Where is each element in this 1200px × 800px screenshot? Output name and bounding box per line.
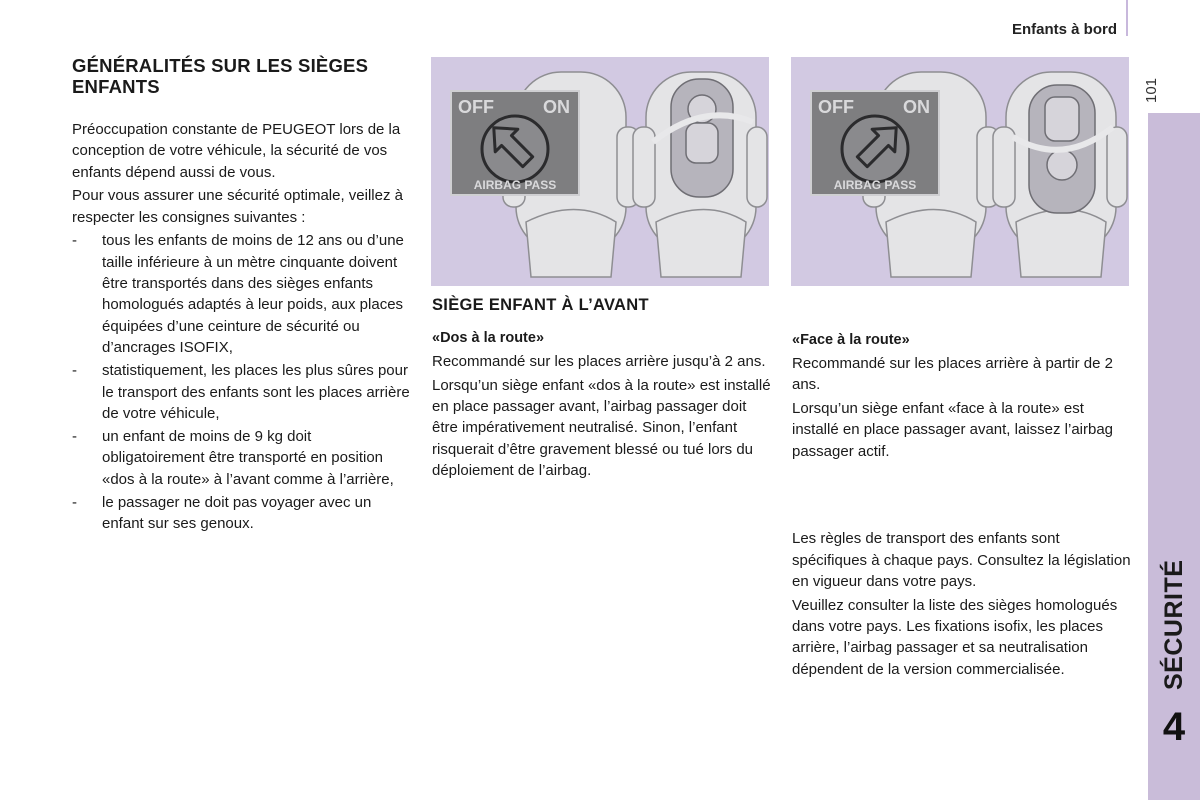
safety-rules-list: [72, 230, 417, 534]
forward-facing-title: «Face à la route»: [792, 332, 910, 348]
on-label: ON: [903, 97, 930, 117]
forward-facing-illustration: [791, 57, 1129, 286]
chapter-side-tab: [1148, 113, 1200, 800]
off-label: OFF: [458, 97, 494, 117]
airbag-pass-label: AIRBAG PASS: [833, 178, 917, 192]
homologation-note: Veuillez consulter la liste des sièges homologués dans votre pays. Les fixations isofix, les places arrière, l’airbag passager et sa neutralisation dépendent de la version commercialisée.: [792, 596, 1118, 678]
intro-paragraph: Préoccupation constante de PEUGEOT lors de la conception de votre véhicule, la sécurité de vos enfants dépend aussi de vous.: [72, 121, 401, 181]
chapter-title: SÉCURITÉ: [1160, 559, 1188, 691]
forward-facing-instruction: Lorsqu’un siège enfant «face à la route» est installé en place passager avant, laissez l’airbag passager actif.: [792, 400, 1114, 460]
general-section: [72, 55, 417, 537]
list-item: - le passager ne doit pas voyager avec un enfant sur ses genoux.: [72, 494, 372, 533]
airbag-switch-panel: [811, 91, 939, 195]
airbag-switch-panel: [451, 91, 579, 195]
rear-facing-warning: Lorsqu’un siège enfant «dos à la route» est installé en place passager avant, l’airbag passager doit être impérativement neutralisé. Sinon, l’enfant risquerait d’être gravement blessé ou tué lors du déploiement de l’airbag.: [432, 376, 771, 479]
front-seat-section: [432, 295, 772, 484]
section-title: GÉNÉRALITÉS SUR LES SIÈGES ENFANTS: [72, 55, 369, 97]
bullet-dash: -: [72, 428, 77, 446]
country-rules-note: Les règles de transport des enfants sont spécifiques à chaque pays. Consultez la législation en vigueur dans votre pays.: [792, 530, 1131, 591]
rear-facing-recommendation: Recommandé sur les places arrière jusqu’à 2 ans.: [432, 353, 766, 370]
bullet-dash: -: [72, 232, 77, 250]
chapter-number: 4: [1162, 705, 1186, 749]
forward-facing-section: [792, 330, 1132, 683]
rear-facing-seat-drawing: [431, 57, 769, 286]
front-seat-title: SIÈGE ENFANT À L’AVANT: [432, 296, 649, 314]
forward-facing-recommendation: Recommandé sur les places arrière à partir de 2 ans.: [792, 355, 1113, 394]
running-header: Enfants à bord: [1011, 21, 1117, 38]
rear-facing-illustration: [431, 57, 769, 286]
bullet-dash: -: [72, 494, 77, 512]
list-item: - tous les enfants de moins de 12 ans ou d’une taille inférieure à un mètre cinquante doivent être transportés dans des sièges enfants homologués adaptés à leur poids, aux places équipées d’une ceinture de sécurité ou d’ancrages ISOFIX,: [72, 232, 404, 356]
lead-paragraph: Pour vous assurer une sécurité optimale, veillez à respecter les consignes suivantes :: [72, 187, 403, 226]
forward-facing-seat-drawing: [791, 57, 1129, 286]
list-item: - statistiquement, les places les plus sûres pour le transport des enfants sont les places arrière de votre véhicule,: [72, 362, 410, 422]
airbag-pass-label: AIRBAG PASS: [473, 178, 557, 192]
page-number: 101: [1143, 77, 1160, 103]
header-divider: [1126, 0, 1128, 36]
rear-facing-title: «Dos à la route»: [432, 330, 545, 346]
spacer: [792, 464, 1132, 528]
list-item: - un enfant de moins de 9 kg doit obligatoirement être transporté en position «dos à la route» à l’avant comme à l’arrière,: [72, 428, 394, 488]
on-label: ON: [543, 97, 570, 117]
off-label: OFF: [818, 97, 854, 117]
bullet-dash: -: [72, 362, 77, 380]
